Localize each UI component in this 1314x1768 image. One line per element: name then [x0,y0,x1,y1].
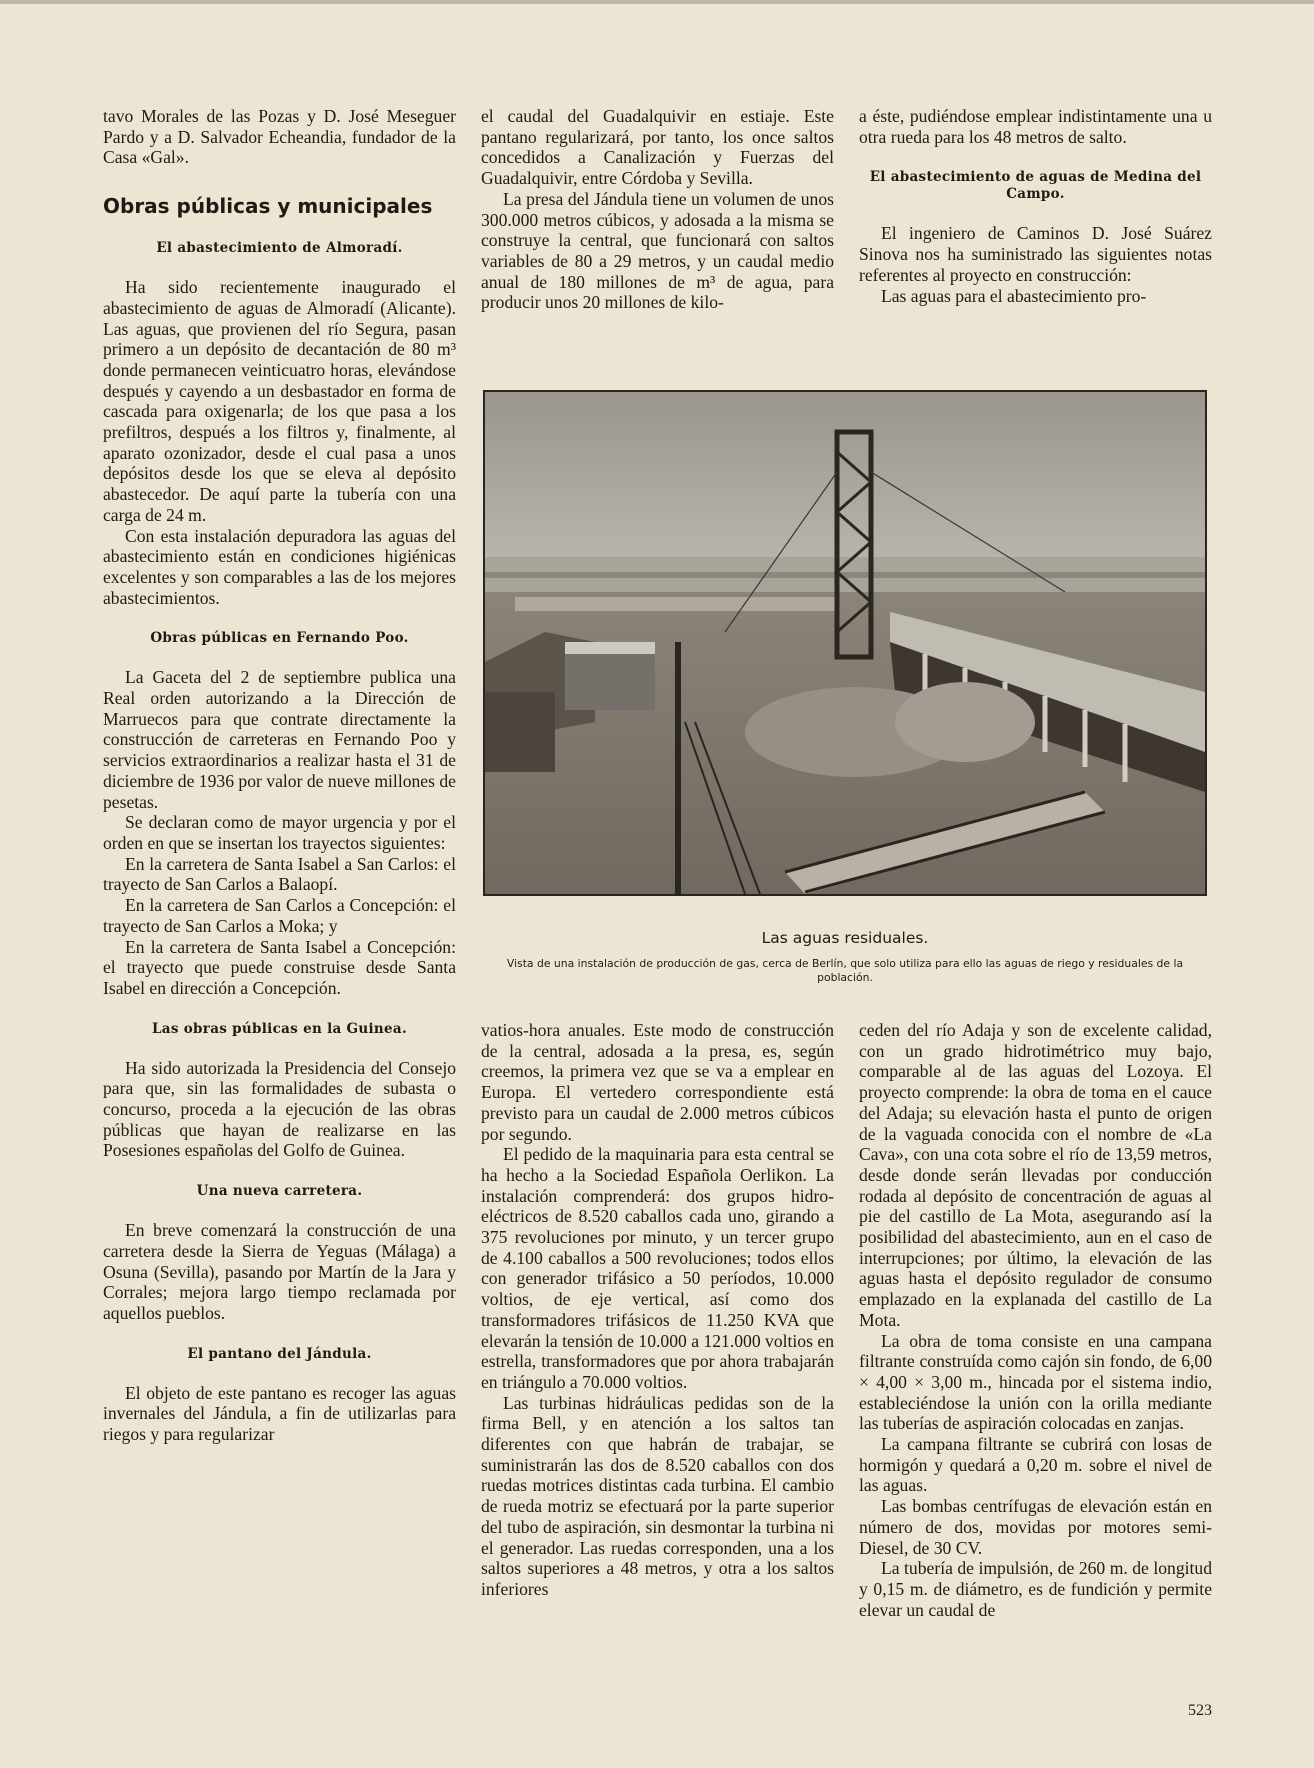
column-1 [103,106,456,1445]
paragraph: En la carretera de Santa Isabel a Concepción: el trayecto que puede construise desde Santa Isabel en dirección a Concepción. [103,936,456,998]
paragraph: Se declaran como de mayor urgencia y por el orden en que se insertan los trayectos siguientes: [103,812,456,853]
article-heading: Las obras públicas en la Guinea. [152,1020,407,1037]
paragraph: En breve comenzará la construcción de una carretera desde la Sierra de Yeguas (Málaga) a Osuna (Sevilla), pasando por Martín de la Jara y Corrales; mejora largo tiempo reclamada por aquellos pueblos. [103,1220,456,1323]
paragraph: El objeto de este pantano es recoger las aguas invernales del Jándula, a fin de utilizarlas para riegos y para regularizar [103,1382,456,1445]
paragraph: Con esta instalación depuradora las aguas del abastecimiento están en condiciones higiénicas excelentes y son comparables a las de los mejores abastecimientos. [103,525,456,608]
column-2-bottom [481,1020,834,1600]
paragraph: En la carretera de Santa Isabel a San Carlos: el trayecto de San Carlos a Balaopí. [103,853,456,895]
paragraph: Las aguas para el abastecimiento pro- [881,285,1147,306]
article-heading: El abastecimiento de aguas de Medina del Campo. [869,169,1202,203]
column-3-top [859,106,1212,306]
paragraph: El pedido de la maquinaria para esta central se ha hecho a la Sociedad Española Oerlikon. La instalación comprenderá: dos grupos hidro-eléctricos de 8.520 caballos cada uno, girando a 375 revoluciones por minuto, y un tercer grupo de 4.100 caballos a 500 revoluciones; todos ellos con generador trifásico a 50 períodos, 10.000 voltios, de eje vertical, así como dos transformadores trifásicos de 11.250 KVA que elevarán la tensión de 10.000 a 121.000 voltios en estrella, transformadores que por ahora trabajarán en triángulo a 70.000 voltios. [481,1144,834,1392]
paragraph: En la carretera de San Carlos a Concepción: el trayecto de San Carlos a Moka; y [103,895,456,936]
construction-site-photo [485,392,1205,894]
paragraph: vatios-hora anuales. Este modo de construcción de la central, adosada a la presa, es, según creemos, la primera vez que se va a emplear en Europa. El vertedero correspondiente está previsto para un caudal de 2.000 metros cúbicos por segundo. [481,1020,834,1144]
section-title: Obras públicas y municipales [103,194,433,219]
paragraph: El ingeniero de Caminos D. José Suárez Sinova nos ha suministrado las siguientes notas referentes al proyecto en construcción: [859,223,1212,285]
paragraph: el caudal del Guadalquivir en estiaje. Este pantano regularizará, por tanto, los once saltos concedidos a Canalización y Fuerzas del Guadalquivir, entre Córdoba y Sevilla. [481,106,834,189]
paragraph: La presa del Jándula tiene un volumen de unos 300.000 metros cúbicos, y adosada a la misma se construye la central, que funcionará con saltos variables de 80 a 29 metros, y un caudal medio anual de 180 millones de m³ de agua, para producir unos 20 millones de kilo- [481,188,834,313]
paragraph: Las bombas centrífugas de elevación están en número de dos, movidas por motores semi-Diesel, de 30 CV. [859,1496,1212,1558]
paragraph: La campana filtrante se cubrirá con losas de hormigón y quedará a 0,20 m. sobre el nivel de las aguas. [859,1434,1212,1496]
paragraph: Ha sido autorizada la Presidencia del Consejo para que, sin las formalidades de subasta o concurso, proceda a la ejecución de las obras públicas que hayan de realizarse en las Posesiones españolas del Golfo de Guinea. [103,1057,456,1161]
paragraph: Ha sido recientemente inaugurado el abastecimiento de aguas de Almoradí (Alicante). Las aguas, que provienen del río Segura, pasan primero a un depósito de decantación de 80 m³ donde permanecen veinticuatro horas, elevándose después y cayendo a un desbastador en forma de cascada para oxigenarla; de los que pasa a los prefiltros, después a los filtros y, finalmente, al aparato ozonizador, desde el cual pasa a unos depósitos desde los que se eleva al depósito abastecedor. De aquí parte la tubería con una carga de 24 m. [103,277,456,525]
paragraph: a éste, pudiéndose emplear indistintamente una u otra rueda para los 48 metros de salto. [859,106,1212,147]
paragraph: La obra de toma consiste en una campana filtrante construída como cajón sin fondo, de 6,00 × 4,00 × 3,00 m., hincada por el sistema indio, estableciéndose la unión con la orilla mediante las tuberías de aspiración colocadas en zanjas. [859,1330,1212,1434]
paragraph: Las turbinas hidráulicas pedidas son de la firma Bell, y en atención a los saltos tan diferentes con que habrán de trabajar, se suministrarán las dos de 8.520 caballos con dos ruedas motrices distintas cada turbina. El cambio de rueda motriz se efectuará por la parte superior del tubo de aspiración, sin desmontar la turbina ni el generador. Las ruedas corresponden, una a los saltos superiores a 48 metros, y otra a los saltos inferiores [481,1392,834,1599]
top-border [0,0,1314,4]
paragraph: La Gaceta del 2 de septiembre publica una Real orden autorizando a la Dirección de Marruecos para que contrate directamente la construcción de carreteras en Fernando Poo y servicios extraordinarios a realizar hasta el 31 de diciembre de 1936 por valor de nueve millones de pesetas. [103,667,456,812]
figure-caption: Vista de una instalación de producción de gas, cerca de Berlín, que solo utiliza para ello las aguas de riego y residuales de la población. [506,957,1184,984]
page-number: 523 [1188,1702,1212,1719]
column-2-top [481,106,834,313]
figure-photo [483,390,1207,896]
figure-title: Las aguas residuales. [761,929,929,947]
paragraph: ceden del río Adaja y son de excelente calidad, con un grado hidrotimétrico muy bajo, comparable al de las aguas del Lozoya. El proyecto comprende: la obra de toma en el cauce del Adaja; su elevación hasta el punto de origen de la vaguada conocida con el nombre de «La Cava», con una cota sobre el río de 13,59 metros, desde donde serán llevadas por conducción rodada al depósito de concentración de aguas al pie del castillo de La Mota, asegurando así la posibilidad del abastecimiento, aun en el caso de interrupciones; por último, la elevación de las aguas hasta el depósito regulador de consumo emplazado en la explanada del castillo de La Mota. [859,1020,1212,1330]
article-heading: Obras públicas en Fernando Poo. [150,630,409,647]
column-3-bottom [859,1020,1212,1620]
paragraph: La tubería de impulsión, de 260 m. de longitud y 0,15 m. de diámetro, es de fundición y permite elevar un caudal de [859,1558,1212,1620]
article-heading: El pantano del Jándula. [187,1345,372,1362]
article-heading: El abastecimiento de Almoradí. [156,240,403,257]
intro-paragraph: tavo Morales de las Pozas y D. José Meseguer Pardo y a D. Salvador Echeandia, fundador de la Casa «Gal». [103,106,456,168]
article-heading: Una nueva carretera. [196,1183,363,1200]
